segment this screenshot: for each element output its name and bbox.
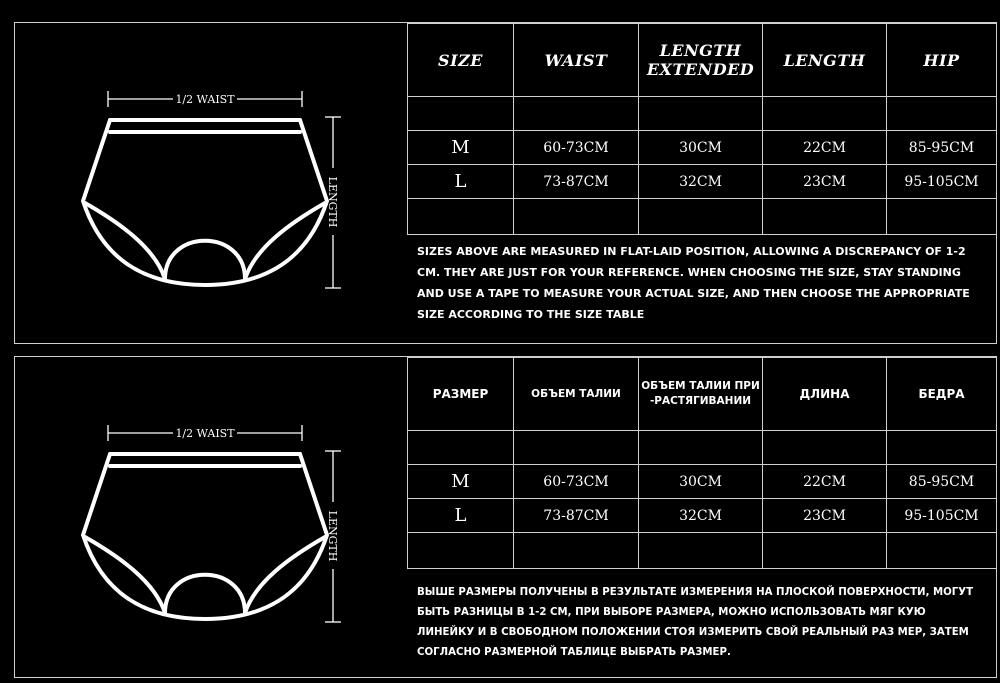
half-waist-label: 1/2 WAIST [175,93,235,106]
length-cell: 22CM [763,465,887,499]
header-size: РАЗМЕР [408,358,514,431]
empty-cell [514,533,639,569]
length-extended-cell: 32CM [639,499,763,533]
header-waist: ОБЪЕМ ТАЛИИ [514,358,639,431]
empty-cell [887,199,997,235]
hip-cell: 85-95CM [887,131,997,165]
header-length: LENGTH [763,24,887,97]
empty-cell [887,533,997,569]
header-hip: HIP [887,24,997,97]
size-cell: L [408,499,514,533]
header-length: ДЛИНА [763,358,887,431]
length-label: LENGTH [326,176,339,228]
size-chart-panel-english [14,22,997,344]
empty-cell [763,533,887,569]
length-extended-cell: 30CM [639,465,763,499]
size-table-russian [407,357,997,569]
size-note-russian: ВЫШЕ РАЗМЕРЫ ПОЛУЧЕНЫ В РЕЗУЛЬТАТЕ ИЗМЕРЕНИЯ НА ПЛОСКОЙ ПОВЕРХНОСТИ, МОГУТ БЫТЬ РАЗНИЦЫ В 1-2 СМ, ПРИ ВЫБОРЕ РАЗМЕРА, МОЖНО ИСПОЛЬЗОВАТЬ МЯГ КУЮ ЛИНЕЙКУ И В СВОБОДНОМ ПОЛОЖЕНИИ СТОЯ ИЗМЕРИТЬ СВОЙ РЕАЛЬНЫЙ РАЗ МЕР, ЗАТЕМ СОГЛАСНО РАЗМЕРНОЙ ТАБЛИЦЕ ВЫБРАТЬ РАЗМЕР. [417,587,974,658]
table-row [408,465,997,499]
empty-cell [763,97,887,131]
hip-cell: 95-105CM [887,165,997,199]
length-cell: 23CM [763,165,887,199]
empty-cell [408,533,514,569]
hip-cell: 85-95CM [887,465,997,499]
empty-cell [514,431,639,465]
table-row [408,131,997,165]
empty-cell [887,431,997,465]
empty-cell [639,431,763,465]
waist-cell: 60-73CM [514,465,639,499]
empty-cell [763,199,887,235]
length-cell: 23CM [763,499,887,533]
empty-cell [763,431,887,465]
header-size: SIZE [408,24,514,97]
length-extended-cell: 32CM [639,165,763,199]
underwear-diagram [15,357,407,677]
size-cell: L [408,165,514,199]
header-waist: WAIST [514,24,639,97]
half-waist-label: 1/2 WAIST [175,427,235,440]
empty-cell [639,97,763,131]
underwear-outline-icon [15,23,407,343]
size-chart-panel-russian [14,356,997,678]
table-row [408,165,997,199]
length-cell: 22CM [763,131,887,165]
size-note-english: SIZES ABOVE ARE MEASURED IN FLAT-LAID POSITION, ALLOWING A DISCREPANCY OF 1-2 CM. THEY ARE JUST FOR YOUR REFERENCE. WHEN CHOOSING THE SIZE, STAY STANDING AND USE A TAPE TO MEASURE YOUR ACTUAL SIZE, AND THEN CHOOSE THE APPROPRIATE SIZE ACCORDING TO THE SIZE TABLE [417,245,970,321]
waist-cell: 73-87CM [514,165,639,199]
size-table-english [407,23,997,235]
size-cell: M [408,465,514,499]
empty-cell [639,199,763,235]
empty-cell [408,97,514,131]
empty-cell [639,533,763,569]
underwear-outline-icon [15,357,407,677]
empty-cell [408,199,514,235]
header-length-extended: LENGTH EXTENDED [639,24,763,97]
empty-cell [514,97,639,131]
empty-cell [514,199,639,235]
waist-cell: 73-87CM [514,499,639,533]
empty-cell [887,97,997,131]
length-label: LENGTH [326,510,339,562]
hip-cell: 95-105CM [887,499,997,533]
table-row [408,499,997,533]
length-extended-cell: 30CM [639,131,763,165]
empty-cell [408,431,514,465]
underwear-diagram [15,23,407,343]
header-length-extended: ОБЪЕМ ТАЛИИ ПРИ -РАСТЯГИВАНИИ [639,358,763,431]
size-cell: M [408,131,514,165]
header-hip: БЕДРА [887,358,997,431]
waist-cell: 60-73CM [514,131,639,165]
